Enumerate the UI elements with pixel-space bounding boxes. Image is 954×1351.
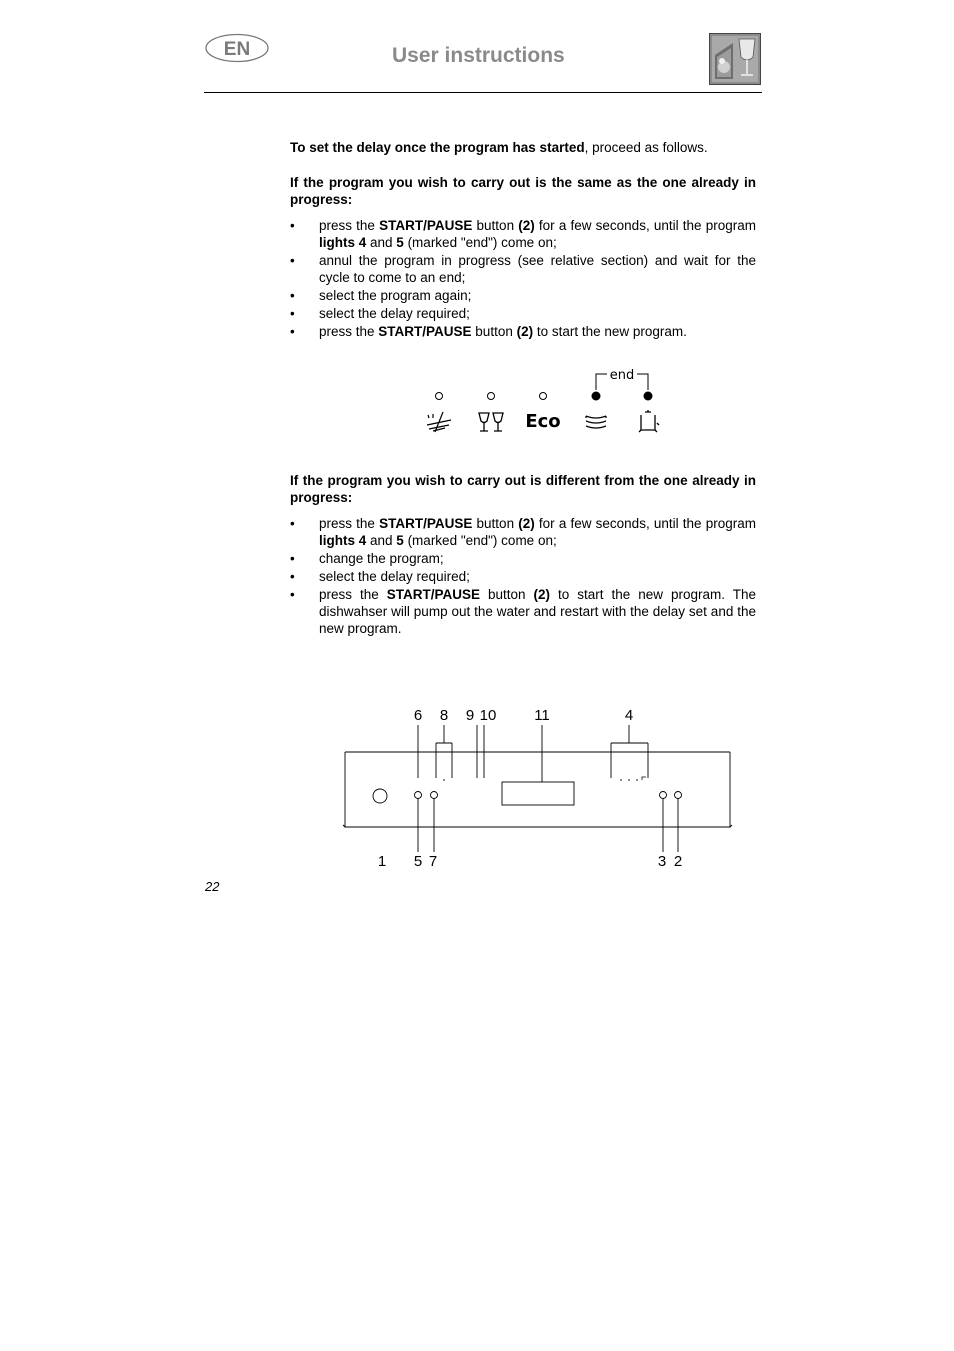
panel-label-4: 4 xyxy=(624,707,634,724)
panel-label-5: 5 xyxy=(413,853,423,870)
section-different-steps xyxy=(290,515,756,638)
intro-bold: To set the delay once the program has started xyxy=(290,140,585,155)
display-window xyxy=(502,782,574,805)
eco-program-label: Eco xyxy=(525,411,561,432)
panel-button-5 xyxy=(415,792,422,799)
header-divider xyxy=(204,92,762,93)
panel-label-11: 11 xyxy=(534,707,550,724)
section-different-heading: If the program you wish to carry out is different from the one already in progress: xyxy=(290,473,756,505)
program-lights-figure xyxy=(415,360,675,440)
intro-rest: , proceed as follows. xyxy=(584,140,708,155)
program-light-4 xyxy=(592,392,601,401)
list-item: • press the START/PAUSE button (2) to start the new program. xyxy=(290,323,756,340)
program-light-5 xyxy=(644,392,653,401)
language-badge-icon xyxy=(205,33,269,63)
program-light-3 xyxy=(540,393,547,400)
control-panel-diagram xyxy=(340,700,740,875)
program-light-2 xyxy=(488,393,495,400)
list-item: • change the program; xyxy=(290,550,756,567)
end-label: end xyxy=(609,368,635,383)
panel-label-2: 2 xyxy=(673,853,683,870)
list-item: • select the delay required; xyxy=(290,305,756,322)
panel-button-3 xyxy=(660,792,667,799)
list-item: • select the delay required; xyxy=(290,568,756,585)
panel-outline xyxy=(345,752,730,827)
list-item: • annul the program in progress (see relative section) and wait for the cycle to come to an end; xyxy=(290,252,756,286)
glasses-program-icon xyxy=(479,413,503,431)
list-item: • press the START/PAUSE button (2) for a few seconds, until the program lights 4 and 5 (marked "end") come on; xyxy=(290,217,756,251)
plates-program-icon xyxy=(586,416,606,428)
section-same-steps xyxy=(290,217,756,341)
panel-label-10: 10 xyxy=(479,707,497,724)
rinse-program-icon xyxy=(427,412,451,432)
panel-label-9: 9 xyxy=(465,707,475,724)
section-same-heading: If the program you wish to carry out is the same as the one already in progress: xyxy=(290,175,756,207)
list-item: • press the START/PAUSE button (2) to start the new program. The dishwahser will pump out the water and restart with the delay set and the new program. xyxy=(290,586,756,637)
panel-label-1: 1 xyxy=(377,853,387,870)
panel-label-7: 7 xyxy=(428,853,438,870)
list-item: • press the START/PAUSE button (2) for a few seconds, until the program lights 4 and 5 (marked "end") come on; xyxy=(290,515,756,549)
panel-button-7 xyxy=(431,792,438,799)
dishwasher-glasses-icon xyxy=(709,33,761,85)
program-selector-knob xyxy=(373,789,387,803)
panel-label-8: 8 xyxy=(439,707,449,724)
intro-paragraph xyxy=(290,139,756,156)
page-number: 22 xyxy=(205,879,220,894)
list-item: • select the program again; xyxy=(290,287,756,304)
page-title: User instructions xyxy=(392,44,565,67)
panel-label-6: 6 xyxy=(413,707,423,724)
pots-program-icon xyxy=(639,410,659,432)
panel-label-3: 3 xyxy=(657,853,667,870)
panel-button-2 xyxy=(675,792,682,799)
language-code: EN xyxy=(223,39,251,60)
program-light-1 xyxy=(436,393,443,400)
